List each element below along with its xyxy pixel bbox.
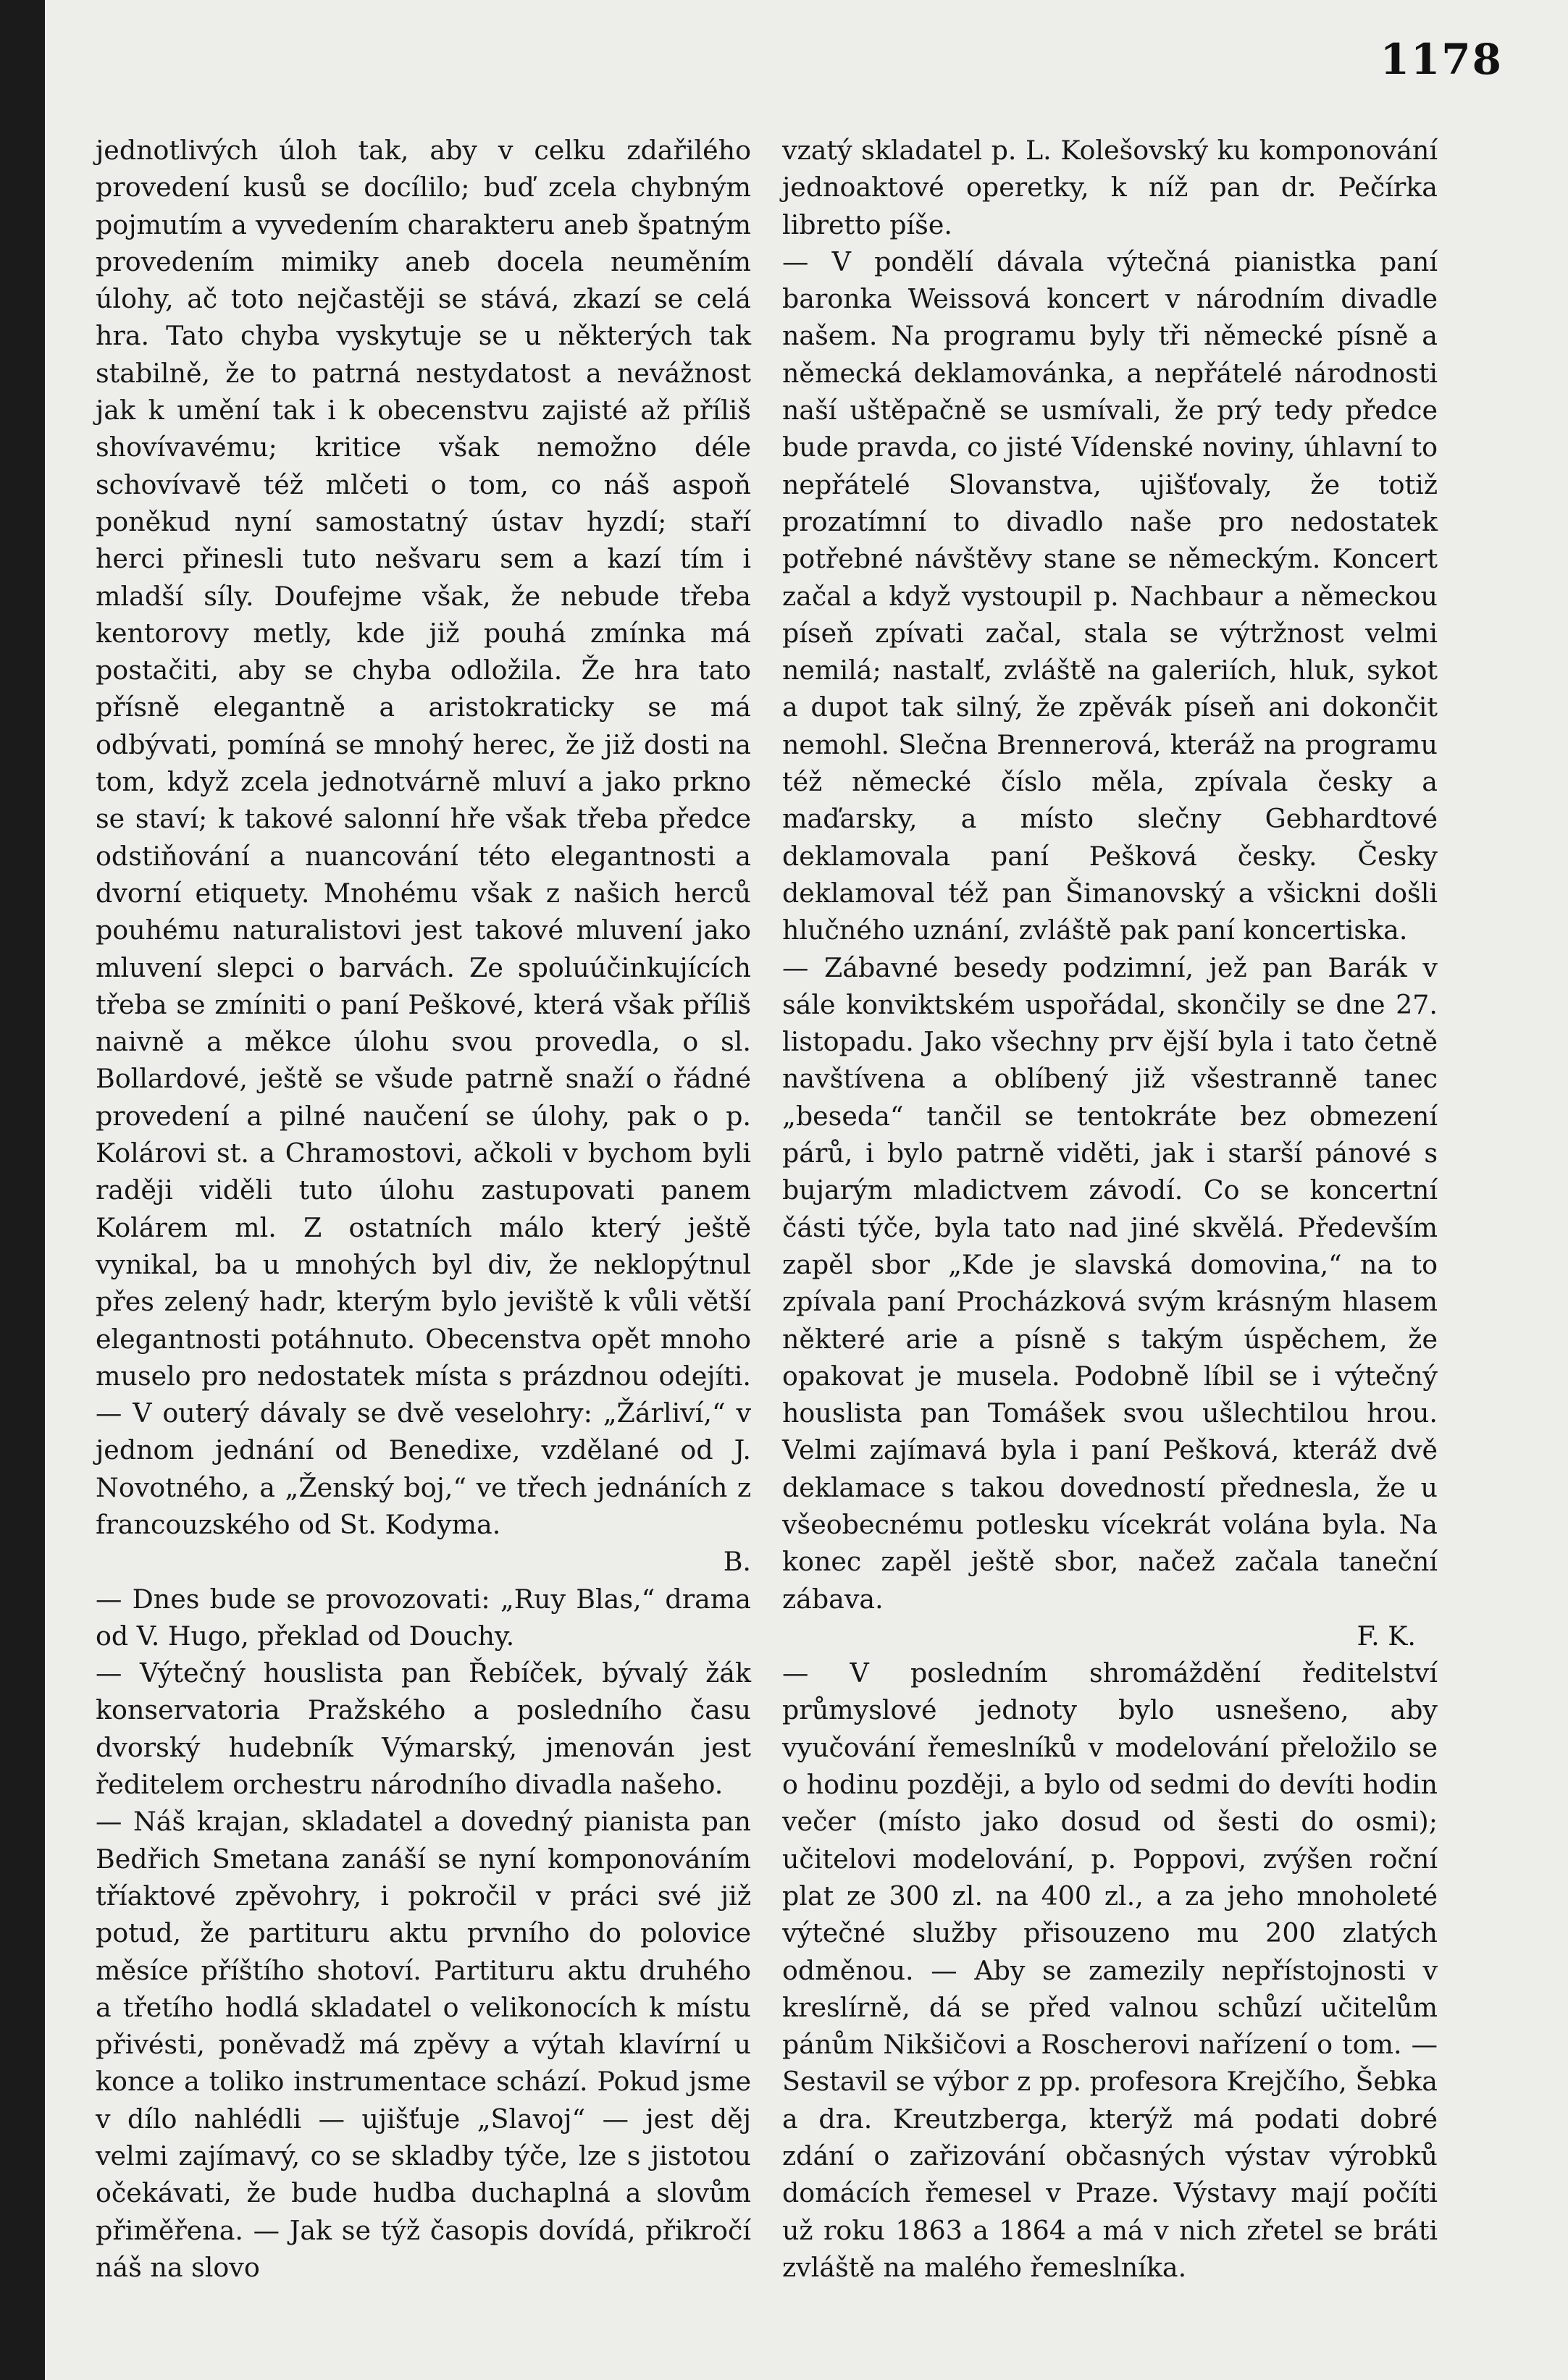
article-paragraph: jednotlivých úloh tak, aby v celku zdařilého provedení kusů se docílilo; buď zcela chybným pojmutím a vyvedením charakteru aneb špatným provedením mimiky aneb docela neuměním úlohy, ač toto nejčastěji se stává, zkazí se celá hra. Tato chyba vyskytuje se u některých tak stabilně, že to patrná nestydatost a nevážnost jak k umění tak i k obecenstvu zajisté až příliš shovívavému; kritice však nemožno déle schovívavě též mlčeti o tom, co náš aspoň poněkud nyní samostatný ústav hyzdí; staří herci přinesli tuto nešvaru sem a kazí tím i mladší síly. Doufejme však, že nebude třeba kentorovy metly, kde již pouhá zmínka má postačiti, aby se chyba odložila. Že hra tato přísně elegantně a aristokraticky se má odbývati, pomíná se mnohý herec, že již dosti na tom, když zcela jednotvárně mluví a jako prkno se staví; k takové salonní hře však třeba předce odstiňování a nuancování této elegantnosti a dvorní etiquety. Mnohému však z našich herců pouhému naturalistovi jest takové mluvení jako mluvení slepci o barvách. Ze spoluúčinkujících třeba se zmíniti o paní Peškové, která však příliš naivně a měkce úlohu svou provedla, o sl. Bollardové, ještě se všude patrně snaží o řádné provedení a pilné naučení se úlohy, pak o p. Kolárovi st. a Chramostovi, ačkoli v bychom byli raději viděli tuto úlohu zastupovati panem Kolárem ml. Z ostatních málo který ještě vynikal, ba u mnohých byl div, že neklopýtnul přes zelený hadr, kterým bylo jeviště k vůli větší elegantnosti potáhnuto. Obecenstva opět mnoho muselo pro nedostatek místa s prázdnou odejíti. — V outerý dávaly se dvě veselohry: „Žárliví,“ v jednom jednání od Benedixe, vzdělané od J. Novotného, a „Ženský boj,“ ve třech jednáních z francouzského od St. Kodyma. bbox=[96, 135, 751, 1540]
article-signature: B. bbox=[723, 1546, 751, 1578]
article-paragraph: — V pondělí dávala výtečná pianistka paní baronka Weissová koncert v národním divadle našem. Na programu byly tři německé písně a německá deklamovánka, a nepřátelé národnosti naší uštěpačně se usmívali, že prý tedy předce bude pravda, co jisté Vídenské noviny, úhlavní to nepřátelé Slovanstva, ujišťovaly, že totiž prozatímní to divadlo naše pro nedostatek potřebné návštěvy stane se německým. Koncert začal a když vystoupil p. Nachbaur a německou píseň zpívati začal, stala se výtržnost velmi nemilá; nastalť, zvláště na galeriích, hluk, sykot a dupot tak silný, že zpěvák píseň ani dokončit nemohl. Slečna Brennerová, kteráž na programu též německé číslo měla, zpívala česky a maďarsky, a místo slečny Gebhardtové deklamovala paní Pešková česky. Česky deklamoval též pan Šimanovský a všickni došli hlučného uznání, zvláště pak paní koncertiska. bbox=[782, 245, 1438, 946]
left-column bbox=[96, 132, 751, 2286]
article-paragraph: — Dnes bude se provozovati: „Ruy Blas,“ drama od V. Hugo, překlad od Douchy. bbox=[96, 1583, 751, 1652]
article-paragraph: — Náš krajan, skladatel a dovedný pianista pan Bedřich Smetana zanáší se nyní komponováním tříaktové zpěvohry, i pokročil v práci své již potud, že partituru aktu prvního do polovice měsíce příštího shotoví. Partituru aktu druhého a třetího hodlá skladatel o velikonocích k místu přivésti, poněvadž má zpěvy a výtah klavírní u konce a toliko instrumentace schází. Pokud jsme v dílo nahlédli — ujišťuje „Slavoj“ — jest děj velmi zajímavý, co se skladby týče, lze s jistotou očekávati, že bude hudba duchaplná a slovům přiměřena. — Jak se týž časopis dovídá, přikročí náš na slovo bbox=[96, 1806, 751, 2283]
right-column bbox=[782, 132, 1438, 2286]
article-signature: F. K. bbox=[1357, 1620, 1416, 1652]
article-paragraph: vzatý skladatel p. L. Kolešovský ku komponování jednoaktové operetky, k níž pan dr. Pečírka libretto píše. bbox=[782, 135, 1438, 240]
article-paragraph: — V posledním shromáždění ředitelství průmyslové jednoty bylo usnešeno, aby vyučování řemeslníků v modelování přeložilo se o hodinu později, a bylo od sedmi do devíti hodin večer (místo jako dosud od šesti do osmi); učitelovi modelování, p. Poppovi, zvýšen roční plat ze 300 zl. na 400 zl., a za jeho mnoholeté výtečné služby přisouzeno mu 200 zlatých odměnou. — Aby se zamezily nepřístojnosti v kreslírně, dá se před valnou schůzí učitelům pánům Nikšičovi a Roscherovi nařízení o tom. — Sestavil se výbor z pp. profesora Krejčího, Šebka a dra. Kreutzberga, kterýž má podati dobré zdání o zařizování občasných výstav výrobků domácích řemesel v Praze. Výstavy mají počíti už roku 1863 a 1864 a má v nich zřetel se bráti zvláště na malého řemeslníka. bbox=[782, 1657, 1438, 2283]
newspaper-page bbox=[45, 0, 1568, 2380]
article-paragraph: — Zábavné besedy podzimní, jež pan Barák v sále konviktském uspořádal, skončily se dne 27. listopadu. Jako všechny prv ější byla i tato četně navštívena a oblíbený již všestranně tanec „beseda“ tančil se tentokráte bez obmezení párů, i bylo patrně viděti, jak i starší pánové s bujarým mladictvem závodí. Co se koncertní části týče, byla tato nad jiné skvělá. Především zapěl sbor „Kde je slavská domovina,“ na to zpívala paní Procházková svým krásným hlasem některé arie a písně s takým úspěchem, že opakovat je musela. Podobně líbil se i výtečný houslista pan Tomášek svou ušlechtilou hrou. Velmi zajímavá byla i paní Pešková, kteráž dvě deklamace s takou dovedností přednesla, že u všeobecnému potlesku vícekrát volána byla. Na konec zapěl ještě sbor, načež začala taneční zábava. bbox=[782, 951, 1438, 1615]
page-number: 1178 bbox=[1380, 35, 1503, 84]
article-paragraph: — Výtečný houslista pan Řebíček, bývalý žák konservatoria Pražského a posledního času dvorský hudebník Výmarský, jmenován jest ředitelem orchestru národního divadla našeho. bbox=[96, 1657, 751, 1801]
